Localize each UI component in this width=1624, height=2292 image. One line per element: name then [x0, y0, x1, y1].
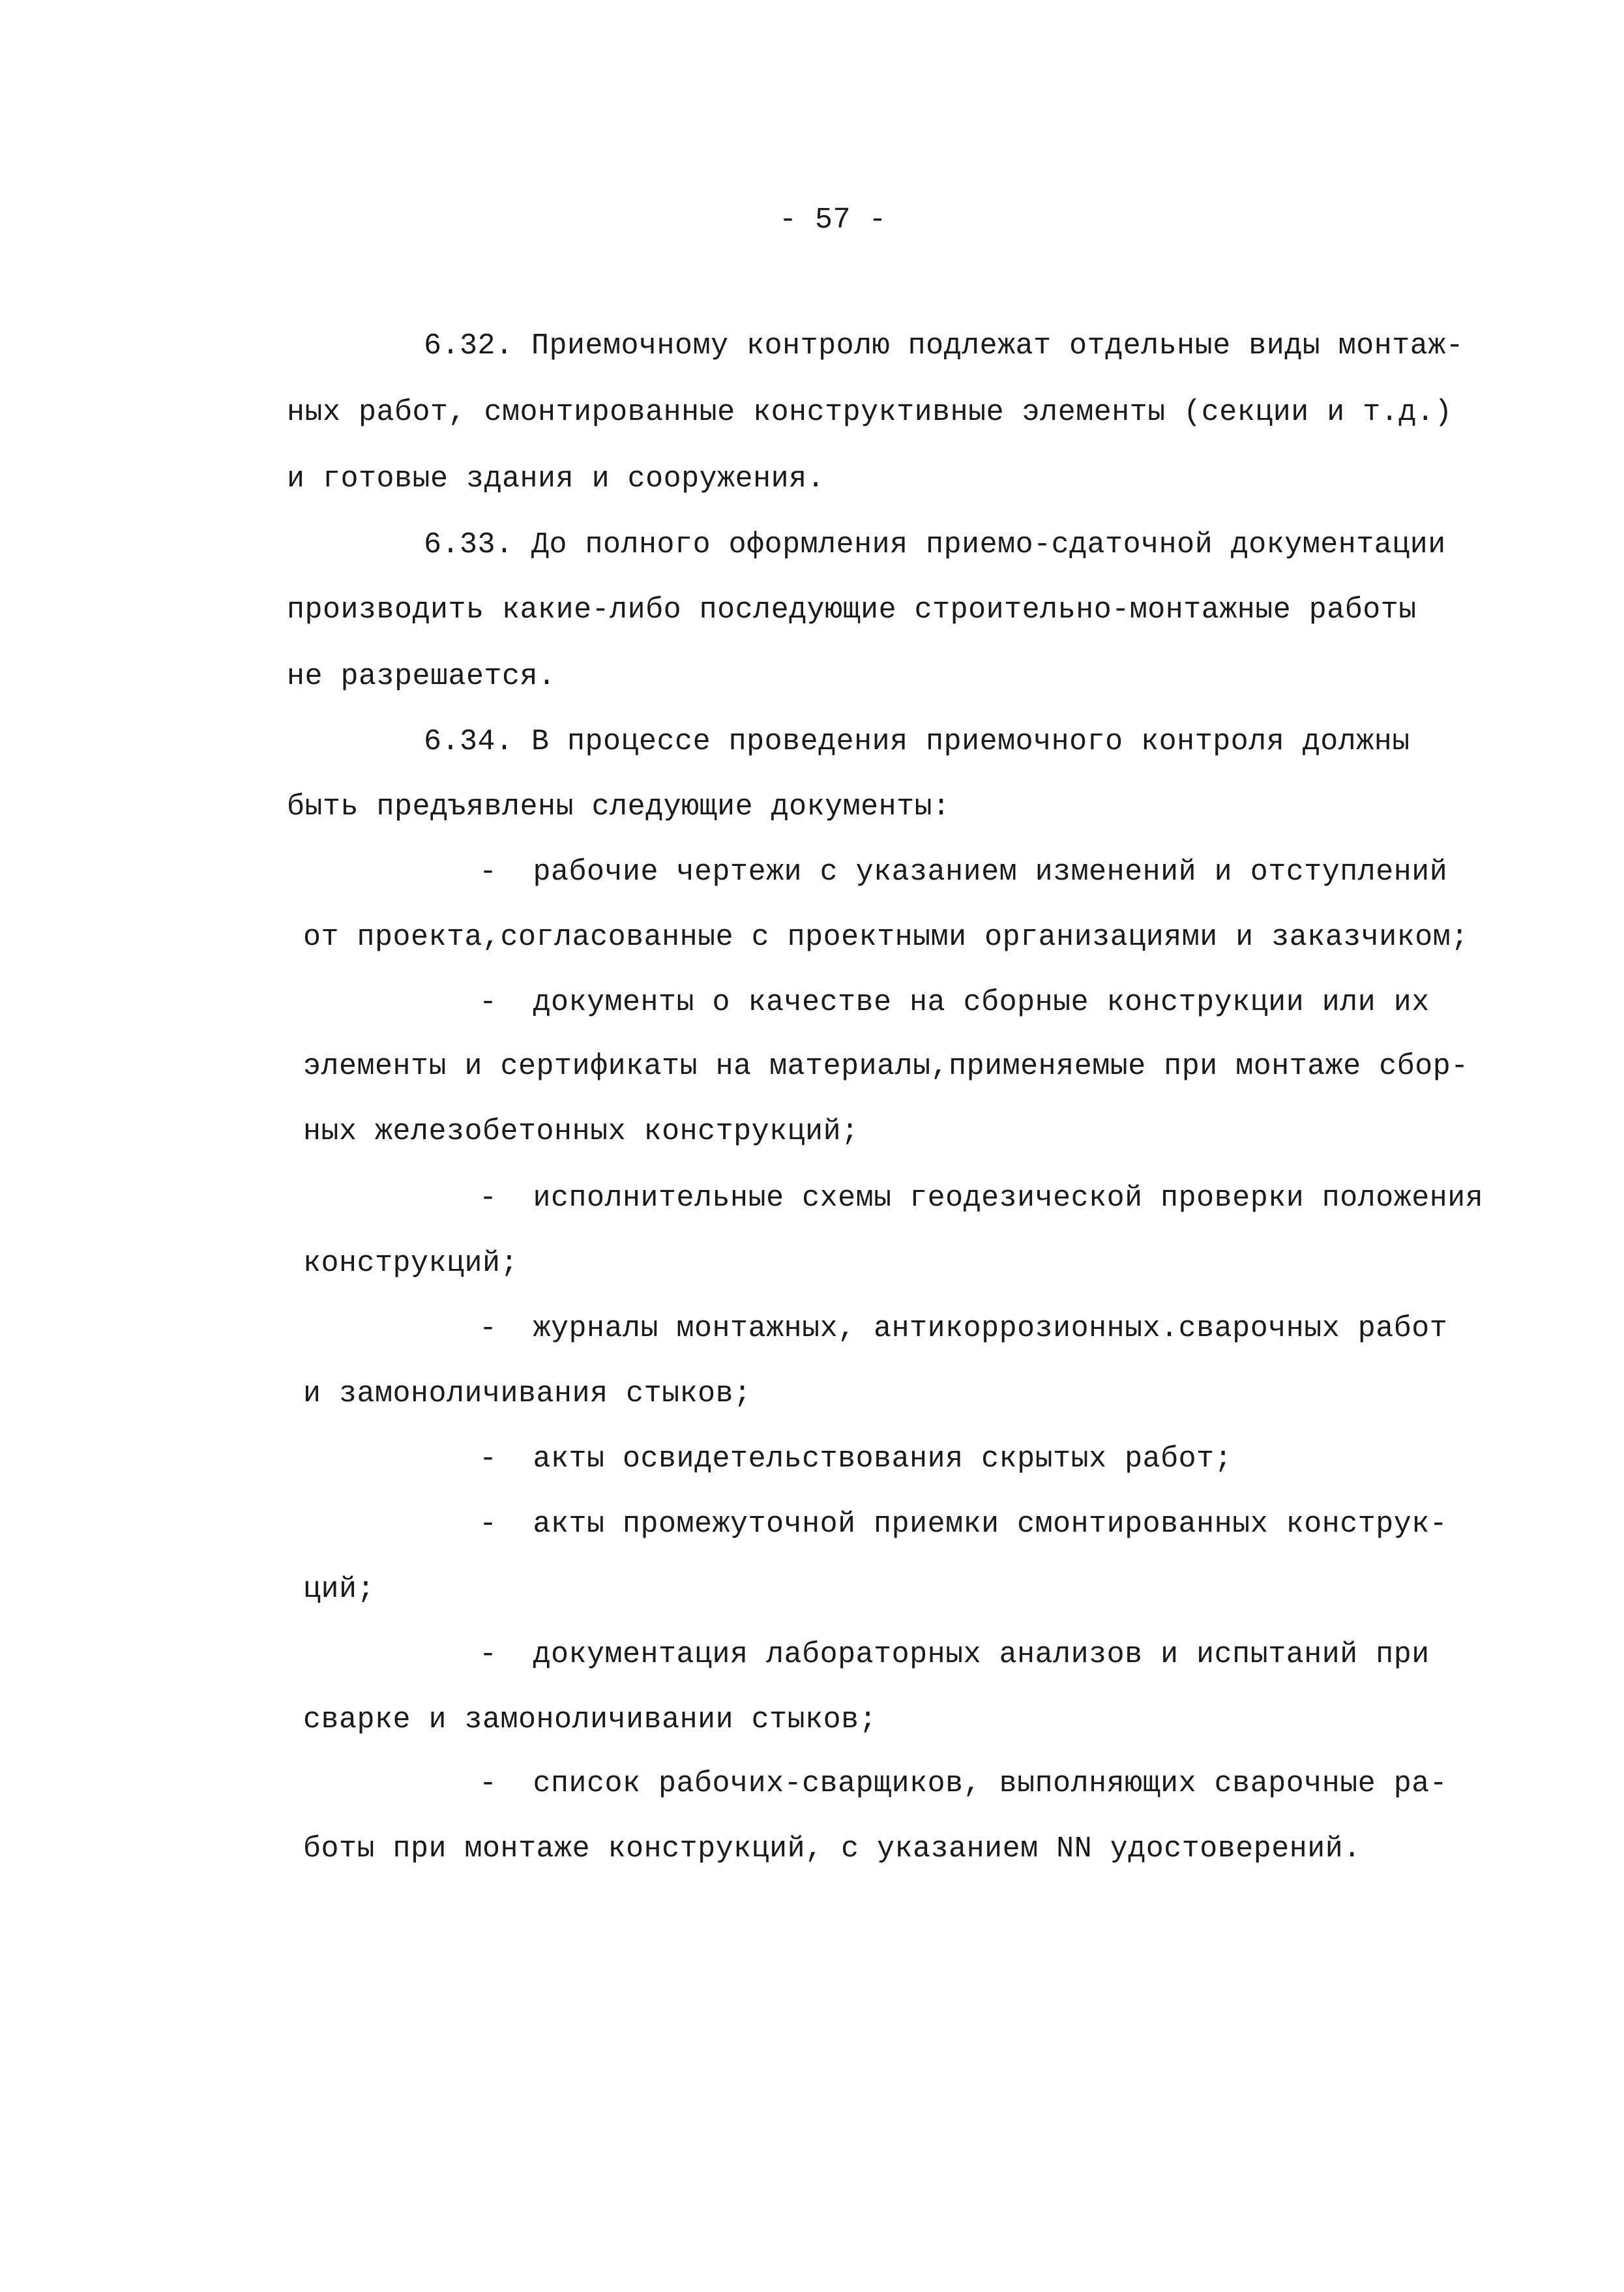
list-item-line: - документы о качестве на сборные конструкции или их	[479, 986, 1430, 1019]
text-line: ных работ, смонтированные конструктивные элементы (секции и т.д.)	[287, 396, 1453, 429]
text-line: и готовые здания и сооружения.	[287, 462, 825, 496]
list-item-line: - акты освидетельствования скрытых работ;	[479, 1442, 1233, 1476]
list-item-line: ций;	[303, 1573, 376, 1606]
list-item-line: - исполнительные схемы геодезической проверки положения	[479, 1182, 1484, 1215]
text-line: быть предъявлены следующие документы:	[287, 790, 951, 824]
text-line: не разрешается.	[287, 660, 556, 693]
list-item-line: от проекта,согласованные с проектными организациями и заказчиком;	[303, 921, 1469, 954]
text-line: производить какие-либо последующие строительно-монтажные работы	[287, 593, 1417, 627]
text-line: 6.33. До полного оформления приемо-сдаточной документации	[424, 528, 1446, 561]
list-item-line: элементы и сертификаты на материалы,применяемые при монтаже сбор-	[303, 1050, 1469, 1083]
list-item-line: конструкций;	[303, 1247, 519, 1280]
text-line: 6.34. В процессе проведения приемочного контроля должны	[424, 725, 1410, 758]
list-item-line: - список рабочих-сварщиков, выполняющих сварочные ра-	[479, 1767, 1448, 1800]
list-item-line: и замоноличивания стыков;	[303, 1377, 752, 1410]
list-item-line: боты при монтаже конструкций, с указанием NN удостоверений.	[303, 1832, 1361, 1866]
text-line: 6.32. Приемочному контролю подлежат отдельные виды монтаж-	[424, 329, 1464, 363]
page-number: - 57 -	[779, 203, 887, 237]
list-item-line: - журналы монтажных, антикоррозионных.сварочных работ	[479, 1312, 1448, 1345]
list-item-line: - акты промежуточной приемки смонтированных конструк-	[479, 1508, 1448, 1541]
list-item-line: - документация лабораторных анализов и испытаний при	[479, 1638, 1430, 1671]
list-item-line: ных железобетонных конструкций;	[303, 1115, 859, 1148]
list-item-line: - рабочие чертежи с указанием изменений и отступлений	[479, 856, 1448, 889]
list-item-line: сварке и замоноличивании стыков;	[303, 1703, 878, 1736]
